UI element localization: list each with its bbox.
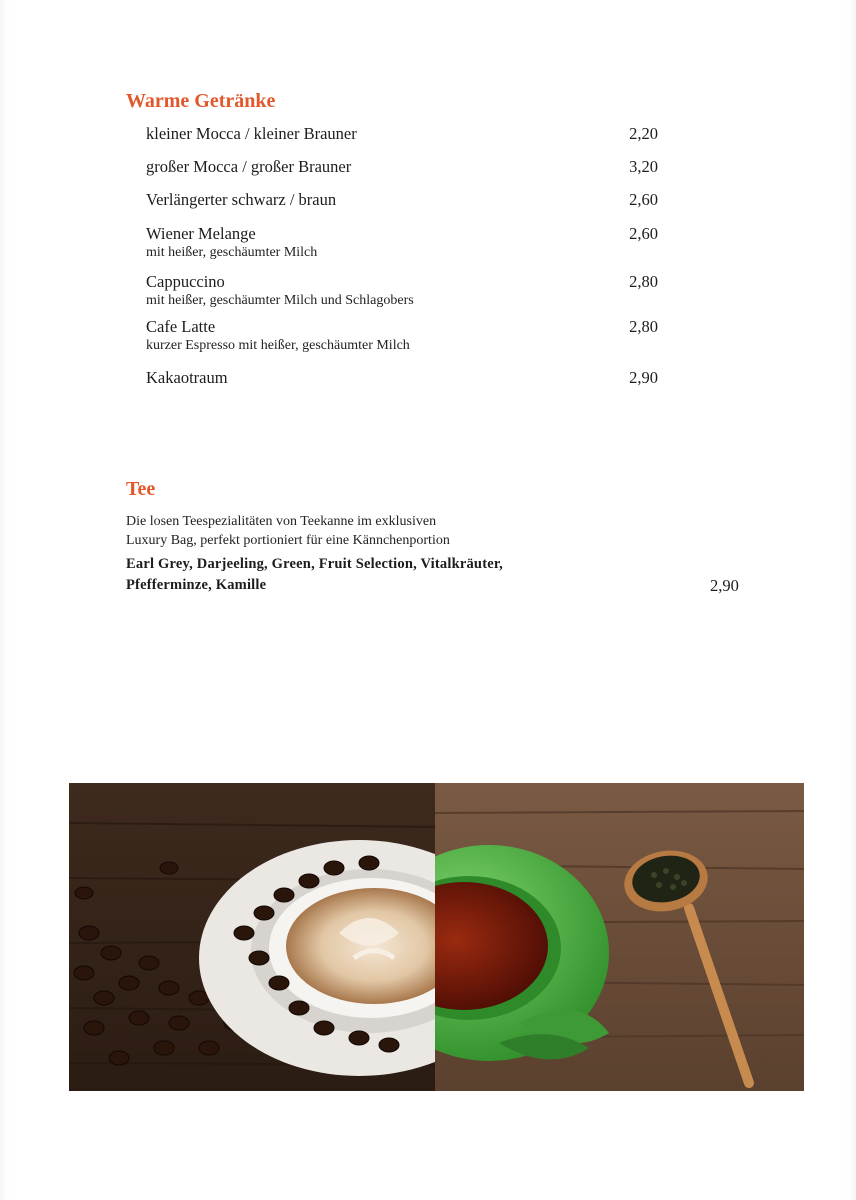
menu-item-name: Cappuccino (146, 272, 225, 291)
menu-item-name: Cafe Latte (146, 317, 216, 336)
menu-item-price: 2,60 (629, 190, 658, 209)
menu-item-price: 2,80 (629, 272, 658, 291)
tee-varieties-line: Pfefferminze, Kamille (126, 577, 267, 593)
tee-intro-text (126, 512, 646, 550)
menu-item-price: 2,80 (629, 317, 658, 336)
menu-item-name: Verlängerter schwarz / braun (146, 190, 337, 209)
menu-item-cappuccino (146, 272, 658, 310)
menu-item-name: Wiener Melange (146, 224, 256, 243)
menu-item-grosser-mocca (146, 157, 658, 177)
section-title-warme-getraenke: Warme Getränke (126, 90, 276, 112)
tee-varieties (126, 554, 646, 596)
menu-item-kleiner-mocca (146, 124, 658, 144)
menu-item-description: mit heißer, geschäumter Milch (146, 245, 318, 260)
coffee-tea-photo (69, 783, 804, 1091)
tee-intro-line: Die losen Teespezialitäten von Teekanne im exklusiven (126, 514, 437, 529)
section-title-tee: Tee (126, 478, 156, 500)
menu-item-name: Kakaotraum (146, 368, 228, 387)
menu-item-kakaotraum (146, 368, 658, 388)
coffee-tea-illustration (69, 783, 804, 1091)
tee-varieties-line: Earl Grey, Darjeeling, Green, Fruit Selection, Vitalkräuter, (126, 556, 503, 572)
tee-price: 2,90 (710, 576, 739, 595)
menu-item-verlaengerter (146, 190, 658, 210)
menu-item-wiener-melange (146, 224, 658, 262)
menu-item-description: kurzer Espresso mit heißer, geschäumter Milch (146, 338, 410, 353)
menu-item-cafe-latte (146, 317, 658, 355)
menu-item-description: mit heißer, geschäumter Milch und Schlagobers (146, 293, 414, 308)
menu-item-name: kleiner Mocca / kleiner Brauner (146, 124, 357, 143)
menu-item-price: 3,20 (629, 157, 658, 176)
menu-item-price: 2,90 (629, 368, 658, 387)
menu-item-price: 2,20 (629, 124, 658, 143)
menu-item-price: 2,60 (629, 224, 658, 243)
menu-item-name: großer Mocca / großer Brauner (146, 157, 352, 176)
tee-intro-line: Luxury Bag, perfekt portioniert für eine Kännchenportion (126, 533, 450, 548)
